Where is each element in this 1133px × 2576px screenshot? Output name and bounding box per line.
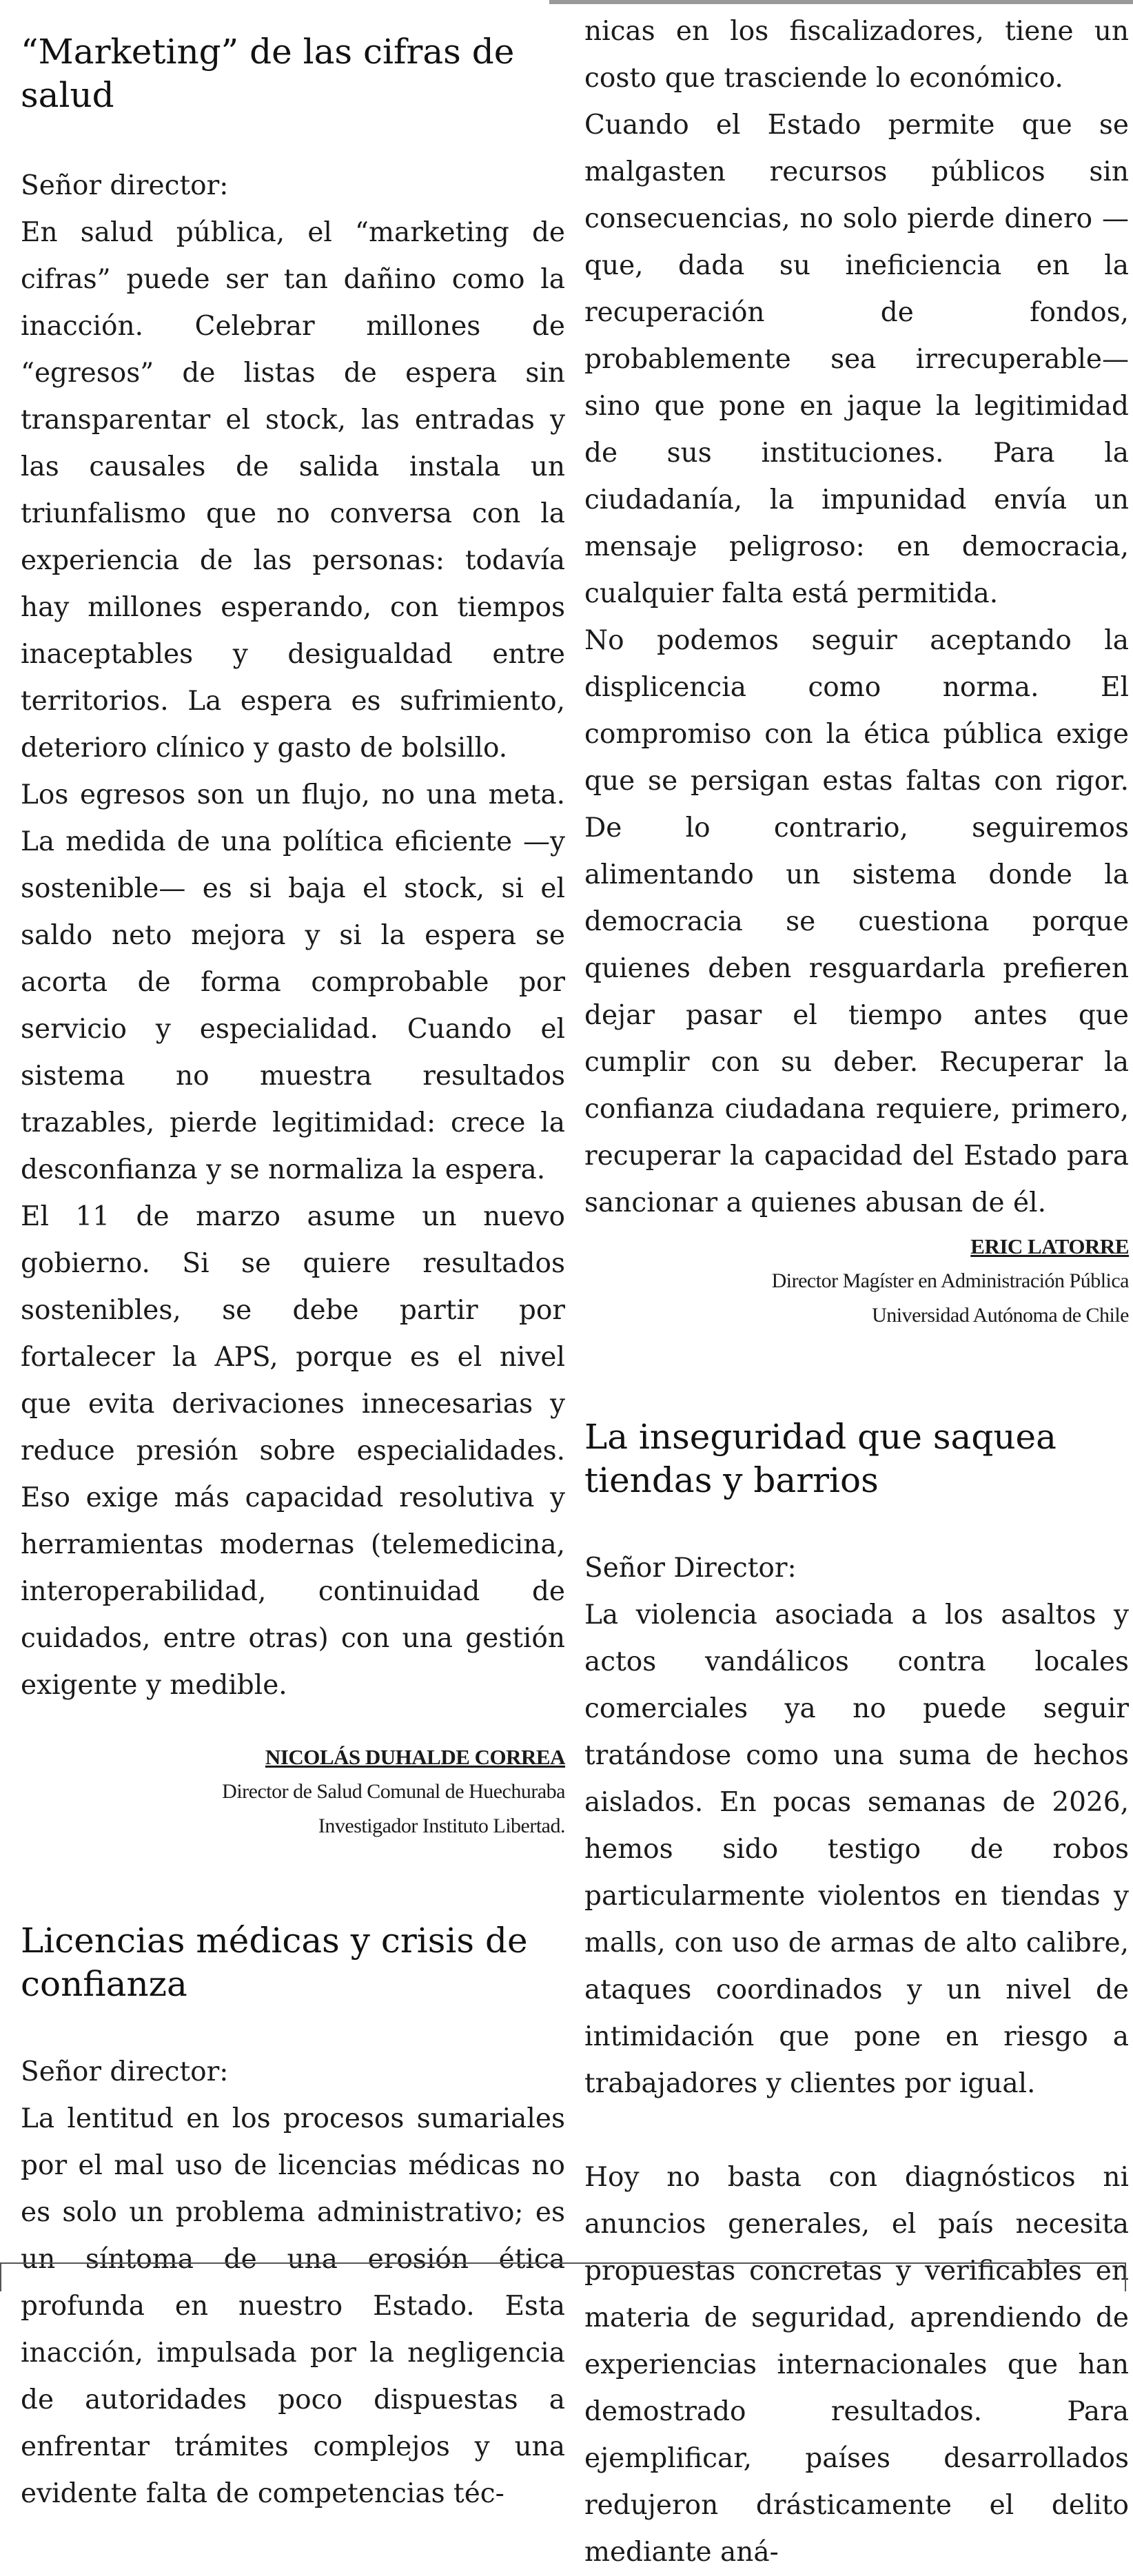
paragraph: Los egresos son un flujo, no una meta. La medida de una política eficiente —y sostenible— es si baja el stock, si el saldo neto mejora y si la espera se acorta de forma comprobable por servicio y especialidad. Cuando el sistema no muestra resultados trazables, pierde legitimidad: crece la desconfianza y se normaliza la espera. <box>21 779 565 1185</box>
signature-block <box>584 1229 1129 1333</box>
paragraph: Hoy no basta con diagnósticos ni anuncios generales, el país necesita propuestas concretas y verificables en materia de seguridad, aprendiendo de experiencias internacionales que han demostrado resultados. Para ejemplificar, países desarrollados redujeron drásticamente el delito mediante aná- <box>584 2162 1129 2568</box>
signature-affiliation: Investigador Instituto Libertad. <box>318 1815 565 1837</box>
salutation: Señor Director: <box>584 1553 797 1584</box>
paragraph: El 11 de marzo asume un nuevo gobierno. Si se quiere resultados sostenibles, se debe partir por fortalecer la APS, porque es el nivel que evita derivaciones innecesarias y reduce presión sobre especialidades. Eso exige más capacidad resolutiva y herramientas modernas (telemedicina, interoperabilidad, continuidad de cuidados, entre otras) con una gestión exigente y medible. <box>21 1201 565 1701</box>
signature-title: Director de Salud Comunal de Huechuraba <box>222 1780 565 1803</box>
salutation: Señor director: <box>21 170 229 201</box>
letter-inseguridad <box>584 1415 1129 2576</box>
letter-marketing-cifras <box>21 30 565 1843</box>
letter-title: Licencias médicas y crisis de confianza <box>21 1921 528 2004</box>
paragraph: En salud pública, el “marketing de cifras” puede ser tan dañino como la inacción. Celebrar millones de “egresos” de listas de espera sin transparentar el stock, las entradas y las causales de salida instala un triunfalismo que no conversa con la experiencia de las personas: todavía hay millones esperando, con tiempos inaceptables y desigualdad entre territorios. La espera es sufrimiento, deterioro clínico y gasto de bolsillo. <box>21 217 565 764</box>
signature-affiliation: Universidad Autónoma de Chile <box>872 1304 1129 1327</box>
paragraph: nicas en los fiscalizadores, tiene un costo que trasciende lo económico. <box>584 16 1129 94</box>
paragraph: No podemos seguir aceptando la displicencia como norma. El compromiso con la ética pública exige que se persigan estas faltas con rigor. De lo contrario, seguiremos alimentando un sistema donde la democracia se cuestiona porque quienes deben resguardarla prefieren dejar pasar el tiempo antes que cumplir con su deber. Recuperar la confianza ciudadana requiere, primero, recuperar la capacidad del Estado para sancionar a quienes abusan de él. <box>584 625 1129 1218</box>
letter-title: La inseguridad que saquea tiendas y barrios <box>584 1417 1057 1500</box>
letter-licencias-continued <box>584 0 1129 1333</box>
letter-licencias-medicas <box>21 1919 565 2517</box>
signature-name: ERIC LATORRE <box>970 1234 1129 1258</box>
signature-title: Director Magíster en Administración Pública <box>771 1269 1129 1292</box>
signature-name: NICOLÁS DUHALDE CORREA <box>265 1745 565 1769</box>
paragraph: La violencia asociada a los asaltos y actos vandálicos contra locales comerciales ya no puede seguir tratándose como una suma de hechos aislados. En pocas semanas de 2026, hemos sido testigo de robos particularmente violentos en tiendas y malls, con uso de armas de alto calibre, ataques coordinados y un nivel de intimidación que pone en riesgo a trabajadores y clientes por igual. <box>584 1599 1129 2099</box>
letter-title: “Marketing” de las cifras de salud <box>21 32 515 115</box>
signature-block <box>21 1740 565 1843</box>
paragraph: Cuando el Estado permite que se malgasten recursos públicos sin consecuencias, no solo pierde dinero —que, dada su ineficiencia en la recuperación de fondos, probablemente sea irrecuperable— sino que pone en jaque la legitimidad de sus instituciones. Para la ciudadanía, la impunidad envía un mensaje peligroso: en democracia, cualquier falta está permitida. <box>584 110 1129 609</box>
salutation: Señor director: <box>21 2056 229 2087</box>
right-column <box>584 0 1129 2576</box>
bottom-frame <box>0 2262 1126 2291</box>
paragraph: La lentitud en los procesos sumariales por el mal uso de licencias médicas no es solo un problema administrativo; es un síntoma de una erosión ética profunda en nuestro Estado. Esta inacción, impulsada por la negligencia de autoridades poco dispuestas a enfrentar trámites complejos y una evidente falta de competencias téc- <box>21 2103 565 2509</box>
left-column <box>21 0 565 2517</box>
